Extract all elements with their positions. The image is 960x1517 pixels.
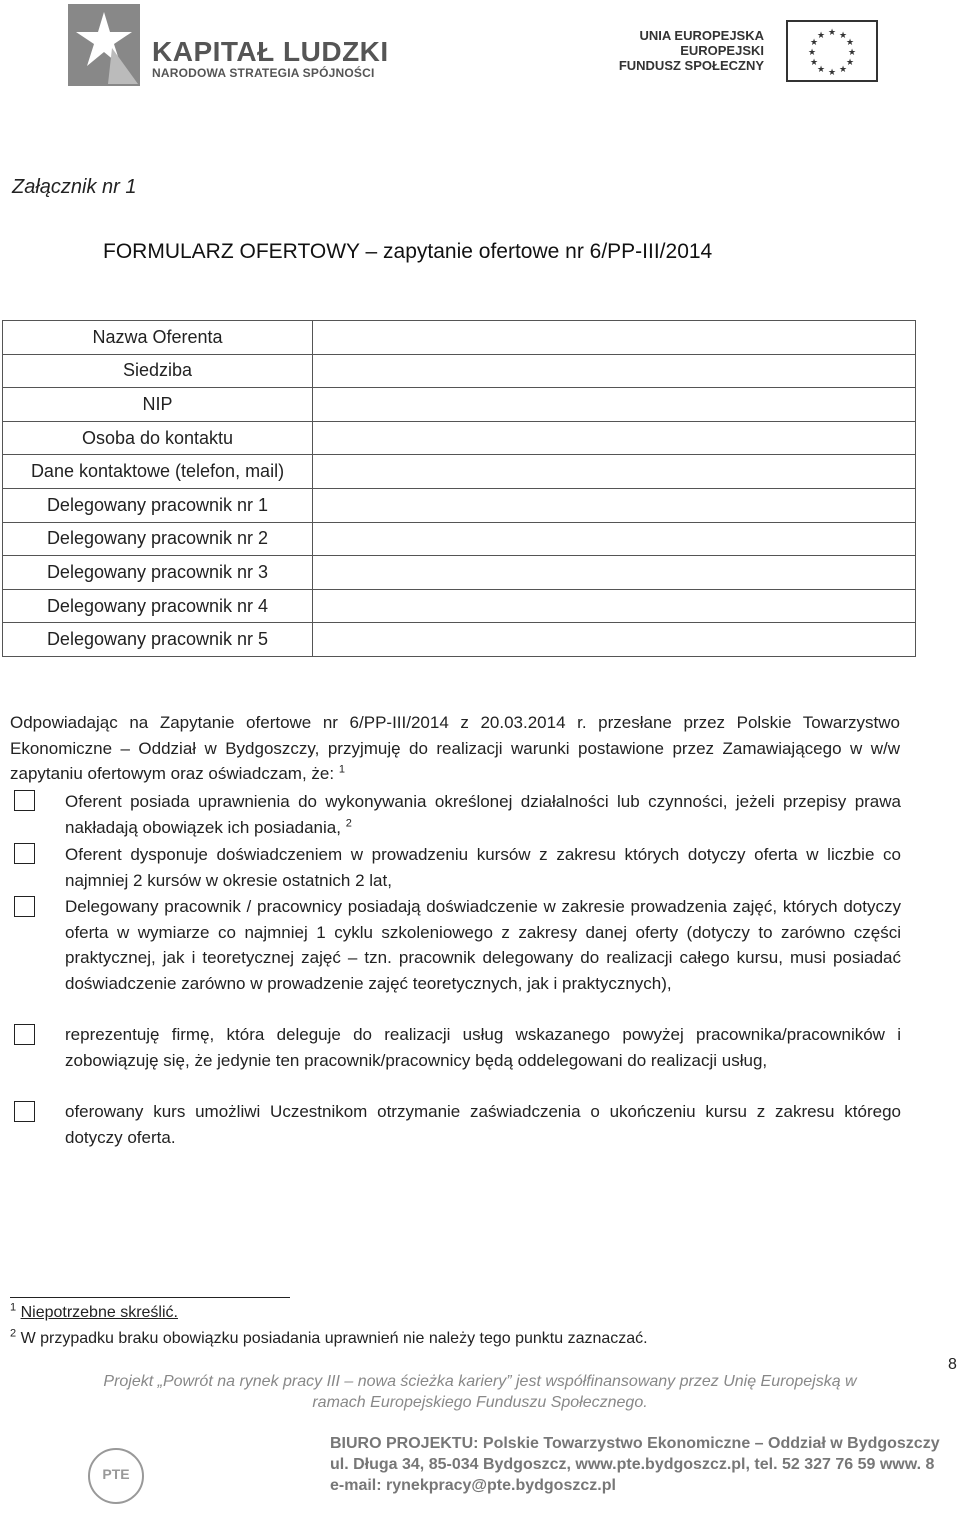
row-label: Delegowany pracownik nr 2	[3, 522, 313, 556]
pte-logo-text: PTE	[102, 1466, 130, 1482]
row-label: Siedziba	[3, 354, 313, 388]
table-row	[3, 556, 916, 590]
offer-form-table	[2, 320, 916, 657]
pte-logo-icon	[88, 1448, 144, 1504]
value-field[interactable]	[313, 455, 916, 489]
value-field[interactable]	[313, 522, 916, 556]
project-line-1: Projekt „Powrót na rynek pracy III – nowa ścieżka kariery” jest współfinansowany przez Unię Europejską w	[103, 1373, 857, 1390]
row-label: Delegowany pracownik nr 3	[3, 556, 313, 590]
value-field[interactable]	[313, 421, 916, 455]
row-label: Delegowany pracownik nr 1	[3, 488, 313, 522]
checkbox[interactable]	[14, 790, 35, 811]
kapital-ludzki-logo-icon	[68, 4, 140, 86]
page-title: FORMULARZ OFERTOWY – zapytanie ofertowe nr 6/PP-III/2014	[103, 240, 713, 263]
svg-text:★: ★	[816, 65, 826, 75]
row-label: Dane kontaktowe (telefon, mail)	[3, 455, 313, 489]
value-field[interactable]	[313, 354, 916, 388]
footnote-divider	[10, 1297, 290, 1298]
value-field[interactable]	[313, 388, 916, 422]
value-field[interactable]	[313, 623, 916, 657]
row-label: Delegowany pracownik nr 4	[3, 589, 313, 623]
eu-logo-text	[619, 28, 764, 73]
kapital-ludzki-subtitle: NARODOWA STRATEGIA SPÓJNOŚCI	[152, 66, 375, 80]
svg-text:★: ★	[827, 68, 837, 78]
table-row	[3, 623, 916, 657]
eu-line3: FUNDUSZ SPOŁECZNY	[618, 58, 764, 73]
statement-item	[65, 789, 901, 840]
statement-text: Delegowany pracownik / pracownicy posiadają doświadczenie w zakresie prowadzenia zajęć, których dotyczy oferta w wymiarze co najmniej 1 cyklu szkoleniowego z zakresy danej oferty (dotyczy to zarówno części praktycznej, jak i teoretycznej zajęć – tzn. pracownik delegowany do realizacji całego kursu, musi posiadać doświadczenie zarówno w prowadzenie zajęć teoretycznych, jak i praktycznych),	[65, 897, 901, 993]
value-field[interactable]	[313, 488, 916, 522]
value-field[interactable]	[313, 321, 916, 355]
value-field[interactable]	[313, 556, 916, 590]
svg-text:★: ★	[845, 58, 855, 68]
footnote-number: 1	[10, 1301, 17, 1314]
svg-text:★: ★	[847, 48, 857, 58]
statement-item	[65, 1022, 901, 1073]
statement-text: oferowany kurs umożliwi Uczestnikom otrzymanie zaświadczenia o ukończeniu kursu z zakresu którego dotyczy oferta.	[65, 1102, 901, 1147]
office-line-3: e-mail: rynekpracy@pte.bydgoszcz.pl	[330, 1477, 616, 1494]
intro-text: Odpowiadając na Zapytanie ofertowe nr 6/PP-III/2014 z 20.03.2014 r. przesłane przez Polskie Towarzystwo Ekonomiczne – Oddział w Bydgoszczy, przyjmuję do realizacji warunki postawione przez Zamawiającego w w/w zapytaniu ofertowym oraz oświadczam, że:	[10, 713, 900, 783]
footnote-ref: 2	[345, 816, 352, 829]
table-row	[3, 388, 916, 422]
row-label: Osoba do kontaktu	[3, 421, 313, 455]
footnote-text: W przypadku braku obowiązku posiadania uprawnień nie należy tego punktu zaznaczać.	[20, 1330, 648, 1347]
statement-text: reprezentuję firmę, która deleguje do realizacji usług wskazanego powyżej pracownika/pracowników i zobowiązuję się, że jedynie ten pracownik/pracownicy będą oddelegowani do realizacji usług,	[65, 1025, 901, 1070]
office-line-2: ul. Długa 34, 85-034 Bydgoszcz, www.pte.bydgoszcz.pl, tel. 52 327 76 59 www. 8	[330, 1456, 935, 1473]
table-row	[3, 589, 916, 623]
value-field[interactable]	[313, 589, 916, 623]
footnote-ref: 1	[338, 763, 345, 776]
svg-text:★: ★	[816, 31, 826, 41]
footnote-2	[10, 1327, 648, 1348]
statement-item	[65, 842, 901, 893]
row-label: Nazwa Oferenta	[3, 321, 313, 355]
table-row	[3, 321, 916, 355]
declaration-intro	[10, 710, 900, 787]
footnote-1	[10, 1301, 178, 1322]
svg-text:★: ★	[838, 65, 848, 75]
row-label: Delegowany pracownik nr 5	[3, 623, 313, 657]
footnote-number: 2	[10, 1327, 17, 1340]
table-row	[3, 421, 916, 455]
statement-item	[65, 1099, 901, 1150]
table-row	[3, 455, 916, 489]
kapital-ludzki-title: KAPITAŁ LUDZKI	[152, 36, 389, 67]
eu-line1: UNIA EUROPEJSKA	[639, 28, 764, 43]
table-row	[3, 488, 916, 522]
svg-text:★: ★	[809, 58, 819, 68]
eu-flag-icon	[786, 20, 878, 82]
statement-item	[65, 894, 901, 996]
statement-text: Oferent dysponuje doświadczeniem w prowadzeniu kursów z zakresu których dotyczy oferta w liczbie co najmniej 2 kursów w okresie ostatnich 2 lat,	[65, 845, 901, 890]
project-info	[0, 1371, 960, 1413]
svg-text:★: ★	[827, 28, 837, 38]
footnote-text: Niepotrzebne skreślić.	[20, 1304, 178, 1321]
svg-text:★: ★	[838, 31, 848, 41]
checkbox[interactable]	[14, 1024, 35, 1045]
svg-text:★: ★	[845, 38, 855, 48]
svg-text:★: ★	[807, 48, 817, 58]
table-row	[3, 522, 916, 556]
annex-label: Załącznik nr 1	[12, 176, 137, 198]
svg-text:★: ★	[809, 38, 819, 48]
checkbox[interactable]	[14, 1101, 35, 1122]
checkbox[interactable]	[14, 843, 35, 864]
project-line-2: ramach Europejskiego Funduszu Społecznego.	[312, 1394, 648, 1411]
table-row	[3, 354, 916, 388]
page-number: 8	[948, 1356, 957, 1373]
office-info	[330, 1433, 940, 1496]
row-label: NIP	[3, 388, 313, 422]
statement-text: Oferent posiada uprawnienia do wykonywania określonej działalności lub czynności, jeżeli przepisy prawa nakładają obowiązek ich posiadania,	[65, 792, 901, 837]
office-line-1: BIURO PROJEKTU: Polskie Towarzystwo Ekonomiczne – Oddział w Bydgoszczy	[330, 1435, 940, 1452]
checkbox[interactable]	[14, 896, 35, 917]
eu-line2: EUROPEJSKI	[680, 43, 764, 58]
